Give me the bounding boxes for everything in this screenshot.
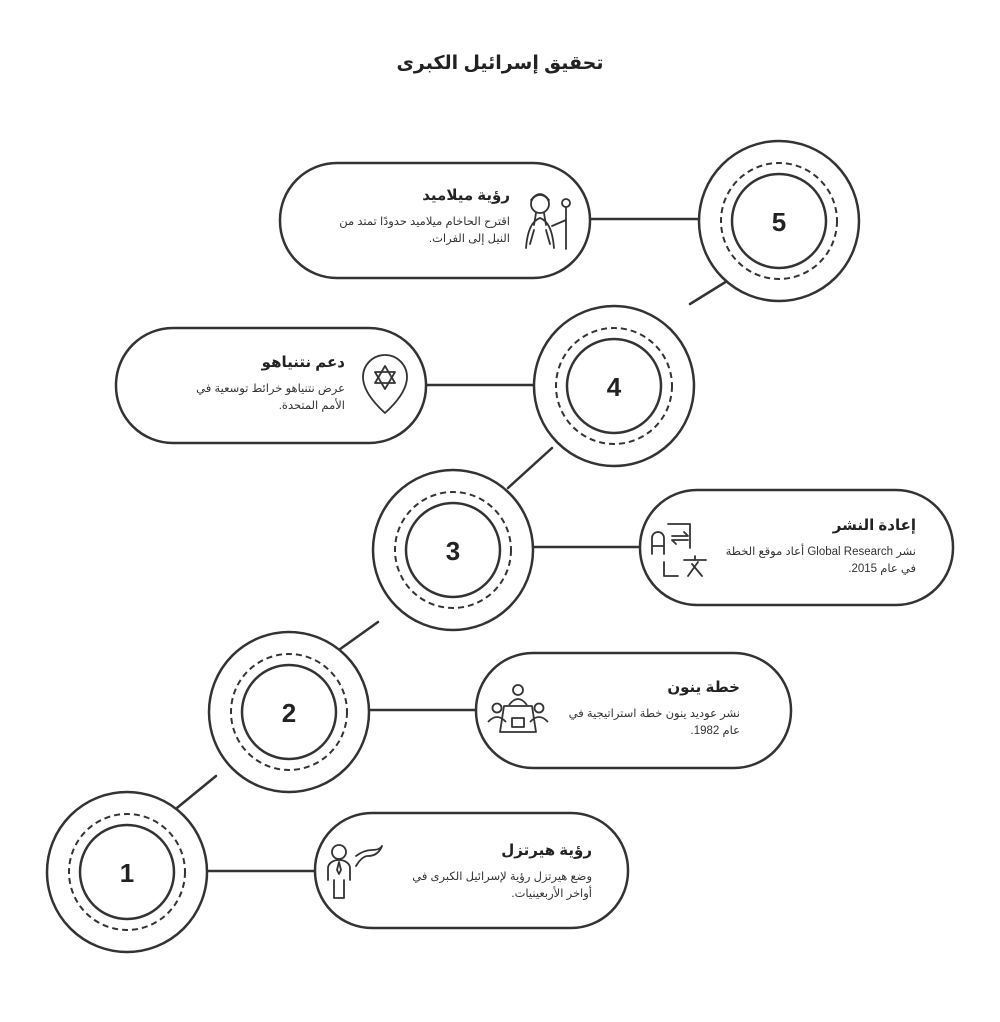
step-2-description: نشر عوديد ينون خطة استراتيجية في عام 1982. bbox=[568, 708, 740, 737]
step-4-number: 4 bbox=[606, 372, 622, 402]
connector-3-4 bbox=[508, 448, 552, 488]
step-1-number: 1 bbox=[119, 858, 135, 888]
step-1-text bbox=[390, 841, 592, 903]
step-3-text bbox=[718, 516, 916, 578]
step-5-title: رؤية ميلاميد bbox=[422, 187, 510, 204]
step-5-description: اقترح الحاخام ميلاميد حدودًا تمتد من النيل إلى الفرات. bbox=[339, 216, 510, 245]
step-5-text bbox=[330, 186, 510, 248]
step-4-description: عرض نتنياهو خرائط توسعية في الأمم المتحدة. bbox=[196, 383, 345, 412]
step-1-title: رؤية هيرتزل bbox=[501, 842, 592, 859]
step-4-title: دعم نتنياهو bbox=[261, 354, 345, 371]
connector-2-3 bbox=[336, 622, 378, 652]
connector-1-2 bbox=[172, 776, 216, 812]
step-2-title: خطة ينون bbox=[667, 679, 740, 696]
step-2-number: 2 bbox=[281, 698, 297, 728]
step-2-text bbox=[552, 678, 740, 740]
step-1-description: وضع هيرتزل رؤية لإسرائيل الكبرى في أواخر الأربعينيات. bbox=[412, 871, 592, 900]
step-5-number: 5 bbox=[771, 207, 787, 237]
step-3-number: 3 bbox=[445, 536, 461, 566]
page-title: تحقيق إسرائيل الكبرى bbox=[396, 53, 604, 74]
step-4-text bbox=[175, 353, 345, 415]
step-3-description: نشر Global Research أعاد موقع الخطة في عام 2015. bbox=[725, 546, 916, 575]
step-3-title: إعادة النشر bbox=[832, 517, 916, 534]
